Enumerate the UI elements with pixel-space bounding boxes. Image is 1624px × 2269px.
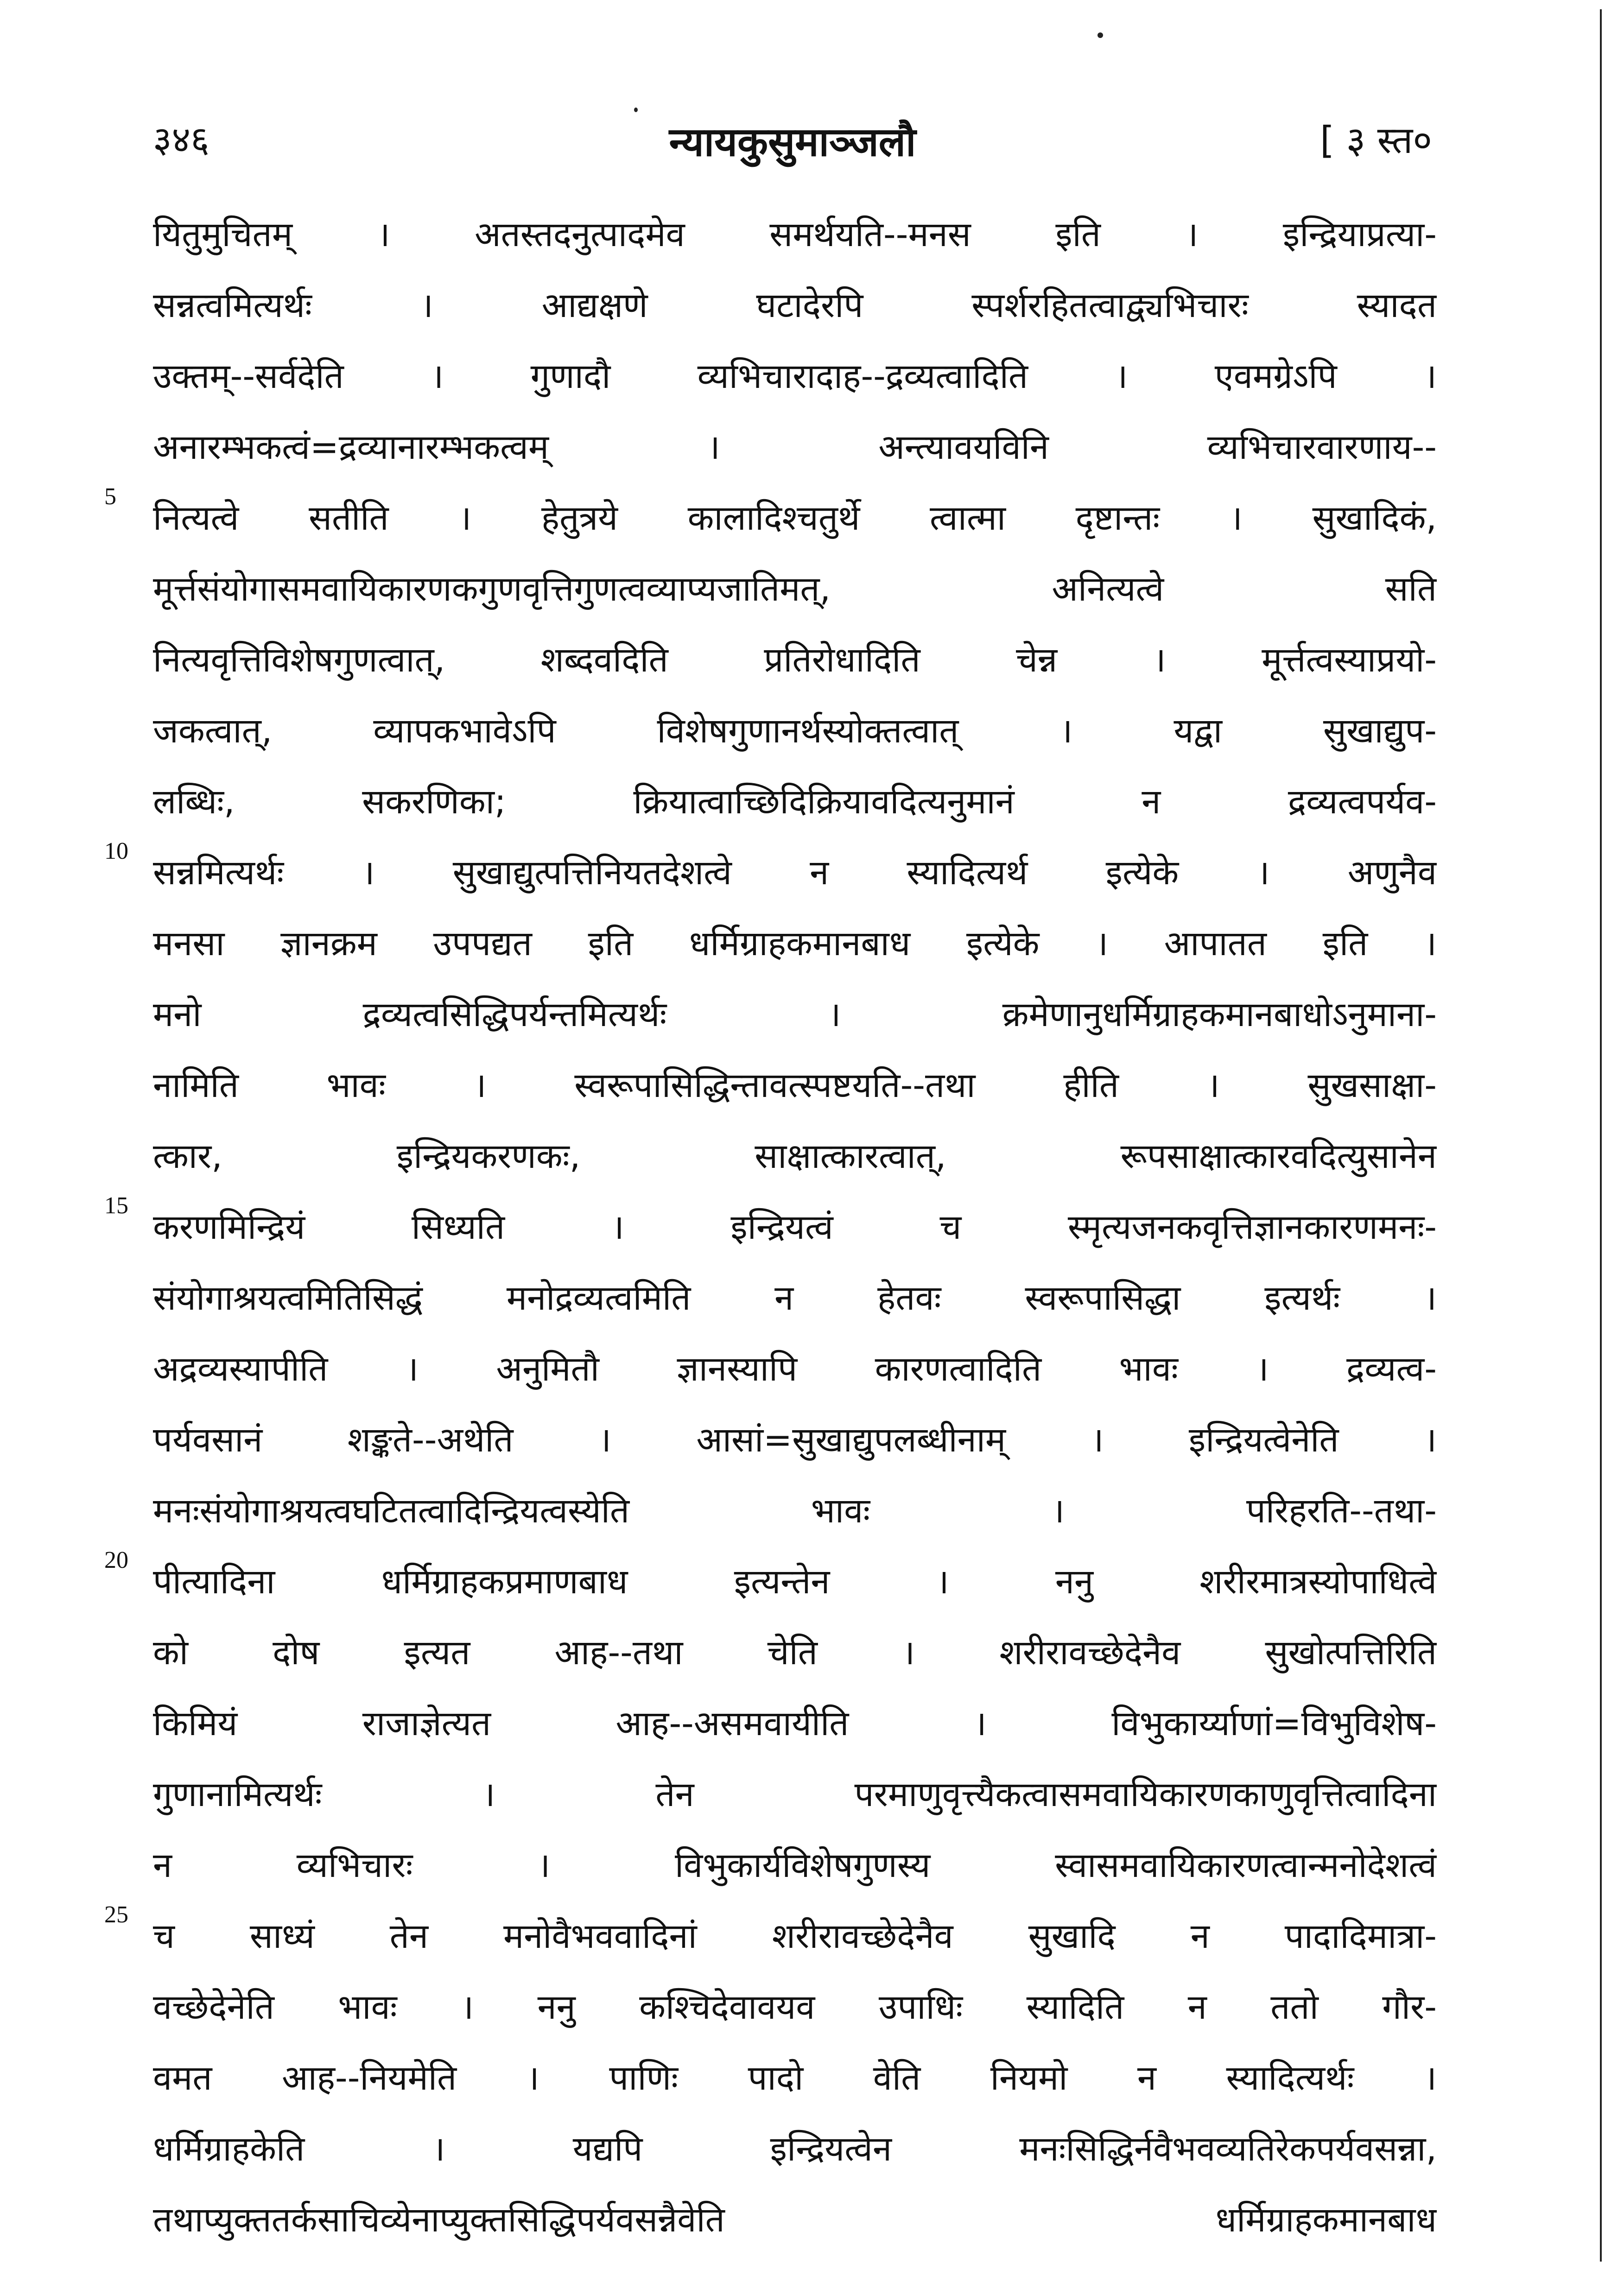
text-line: तथाप्युक्ततर्कसाचिव्येनाप्युक्तसिद्धिपर्यवसन्नैवेति धर्मिग्राहकमानबाध xyxy=(153,2200,1437,2240)
text-line: लब्धिः, सकरणिका; क्रियात्वाच्छिदिक्रियावदित्यनुमानं न द्रव्यत्वपर्यव- xyxy=(153,782,1437,822)
text-line: अद्रव्यस्यापीति । अनुमितौ ज्ञानस्यापि कारणत्वादिति भावः । द्रव्यत्व- xyxy=(153,1349,1437,1389)
text-line: किमियं राजाज्ञेत्यत आह--असमवायीति । विभुकार्य्याणां=विभुविशेष- xyxy=(153,1704,1437,1743)
ink-speck xyxy=(634,108,638,112)
page-number: ३४६ xyxy=(153,119,209,161)
text-line: सन्नमित्यर्थः । सुखाद्युत्पत्तिनियतदेशत्वे न स्यादित्यर्थ इत्येके । अणुनैव xyxy=(153,853,1437,893)
running-title: न्यायकुसुमाञ्जलौ xyxy=(669,119,916,165)
ink-speck xyxy=(1097,32,1103,38)
text-line: मूर्त्तसंयोगासमवायिकारणकगुणवृत्तिगुणत्वव्याप्यजातिमत्, अनित्यत्वे सति xyxy=(153,569,1437,609)
text-line: यितुमुचितम् । अतस्तदनुत्पादमेव समर्थयति--मनस इति । इन्द्रियाप्रत्या- xyxy=(153,215,1437,254)
text-line: उक्तम्--सर्वदेति । गुणादौ व्यभिचारादाह--द्रव्यत्वादिति । एवमग्रेऽपि । xyxy=(153,356,1437,396)
text-line: संयोगाश्रयत्वमितिसिद्धं मनोद्रव्यत्वमिति न हेतवः स्वरूपासिद्धा इत्यर्थः । xyxy=(153,1278,1437,1318)
text-line: गुणानामित्यर्थः । तेन परमाणुवृत्त्यैकत्वासमवायिकारणकाणुवृत्तित्वादिना xyxy=(153,1775,1437,1814)
text-line: पर्यवसानं शङ्कते--अथेति । आसां=सुखाद्युपलब्धीनाम् । इन्द्रियत्वेनेति । xyxy=(153,1420,1437,1460)
text-line: न व्यभिचारः । विभुकार्यविशेषगुणस्य स्वासमवायिकारणत्वान्मनोदेशत्वं xyxy=(153,1845,1437,1885)
line-number: 15 xyxy=(104,1192,128,1219)
text-line: को दोष इत्यत आह--तथा चेति । शरीरावच्छेदेनैव सुखोत्पत्तिरिति xyxy=(153,1633,1437,1673)
text-line: त्कार, इन्द्रियकरणकः, साक्षात्कारत्वात्, रूपसाक्षात्कारवदित्युसानेन xyxy=(153,1136,1437,1176)
text-line: नामिति भावः । स्वरूपासिद्धिन्तावत्स्पष्टयति--तथा हीति । सुखसाक्षा- xyxy=(153,1065,1437,1105)
text-line: वच्छेदेनेति भावः । ननु कश्चिदेवावयव उपाधिः स्यादिति न ततो गौर- xyxy=(153,1987,1437,2027)
commentary-text xyxy=(104,199,1437,2256)
line-number: 20 xyxy=(104,1547,128,1573)
text-line: मनो द्रव्यत्वसिद्धिपर्यन्तमित्यर्थः । क्रमेणानुधर्मिग्राहकमानबाधोऽनुमाना- xyxy=(153,995,1437,1034)
text-line: पीत्यादिना धर्मिग्राहकप्रमाणबाध इत्यन्तेन । ननु शरीरमात्रस्योपाधित्वे xyxy=(153,1562,1437,1602)
text-line: धर्मिग्राहकेति । यद्यपि इन्द्रियत्वेन मनःसिद्धिर्नवैभवव्यतिरेकपर्यवसन्ना, xyxy=(153,2129,1437,2169)
text-line: वमत आह--नियमेति । पाणिः पादो वेति नियमो न स्यादित्यर्थः । xyxy=(153,2058,1437,2098)
text-line: करणमिन्द्रियं सिध्यति । इन्द्रियत्वं च स्मृत्यजनकवृत्तिज्ञानकारणमनः- xyxy=(153,1207,1437,1247)
text-line: नित्यत्वे सतीति । हेतुत्रये कालादिश्चतुर्थे त्वात्मा दृष्टान्तः । सुखादिकं, xyxy=(153,498,1437,538)
text-line: अनारम्भकत्वं=द्रव्यानारम्भकत्वम् । अन्त्यावयविनि व्यभिचारवारणाय-- xyxy=(153,427,1437,467)
section-marker: [ ३ स्त० xyxy=(1320,119,1432,162)
page-header xyxy=(153,114,1432,174)
text-line: नित्यवृत्तिविशेषगुणत्वात्, शब्दवदिति प्रतिरोधादिति चेन्न । मूर्त्तत्वस्याप्रयो- xyxy=(153,640,1437,680)
page-edge-line xyxy=(1600,9,1602,2262)
text-line: सन्नत्वमित्यर्थः । आद्यक्षणे घटादेरपि स्पर्शरहितत्वाद्व्यभिचारः स्यादत xyxy=(153,285,1437,325)
text-line: मनसा ज्ञानक्रम उपपद्यत इति धर्मिग्राहकमानबाध इत्येके । आपातत इति । xyxy=(153,924,1437,963)
text-line: जकत्वात्, व्यापकभावेऽपि विशेषगुणानर्थस्योक्तत्वात् । यद्वा सुखाद्युप- xyxy=(153,711,1437,751)
text-line: च साध्यं तेन मनोवैभववादिनां शरीरावच्छेदेनैव सुखादि न पादादिमात्रा- xyxy=(153,1916,1437,1956)
line-number: 10 xyxy=(104,838,128,864)
line-number: 5 xyxy=(104,483,116,510)
line-number: 25 xyxy=(104,1901,128,1928)
text-line: मनःसंयोगाश्रयत्वघटितत्वादिन्द्रियत्वस्येति भावः । परिहरति--तथा- xyxy=(153,1491,1437,1531)
